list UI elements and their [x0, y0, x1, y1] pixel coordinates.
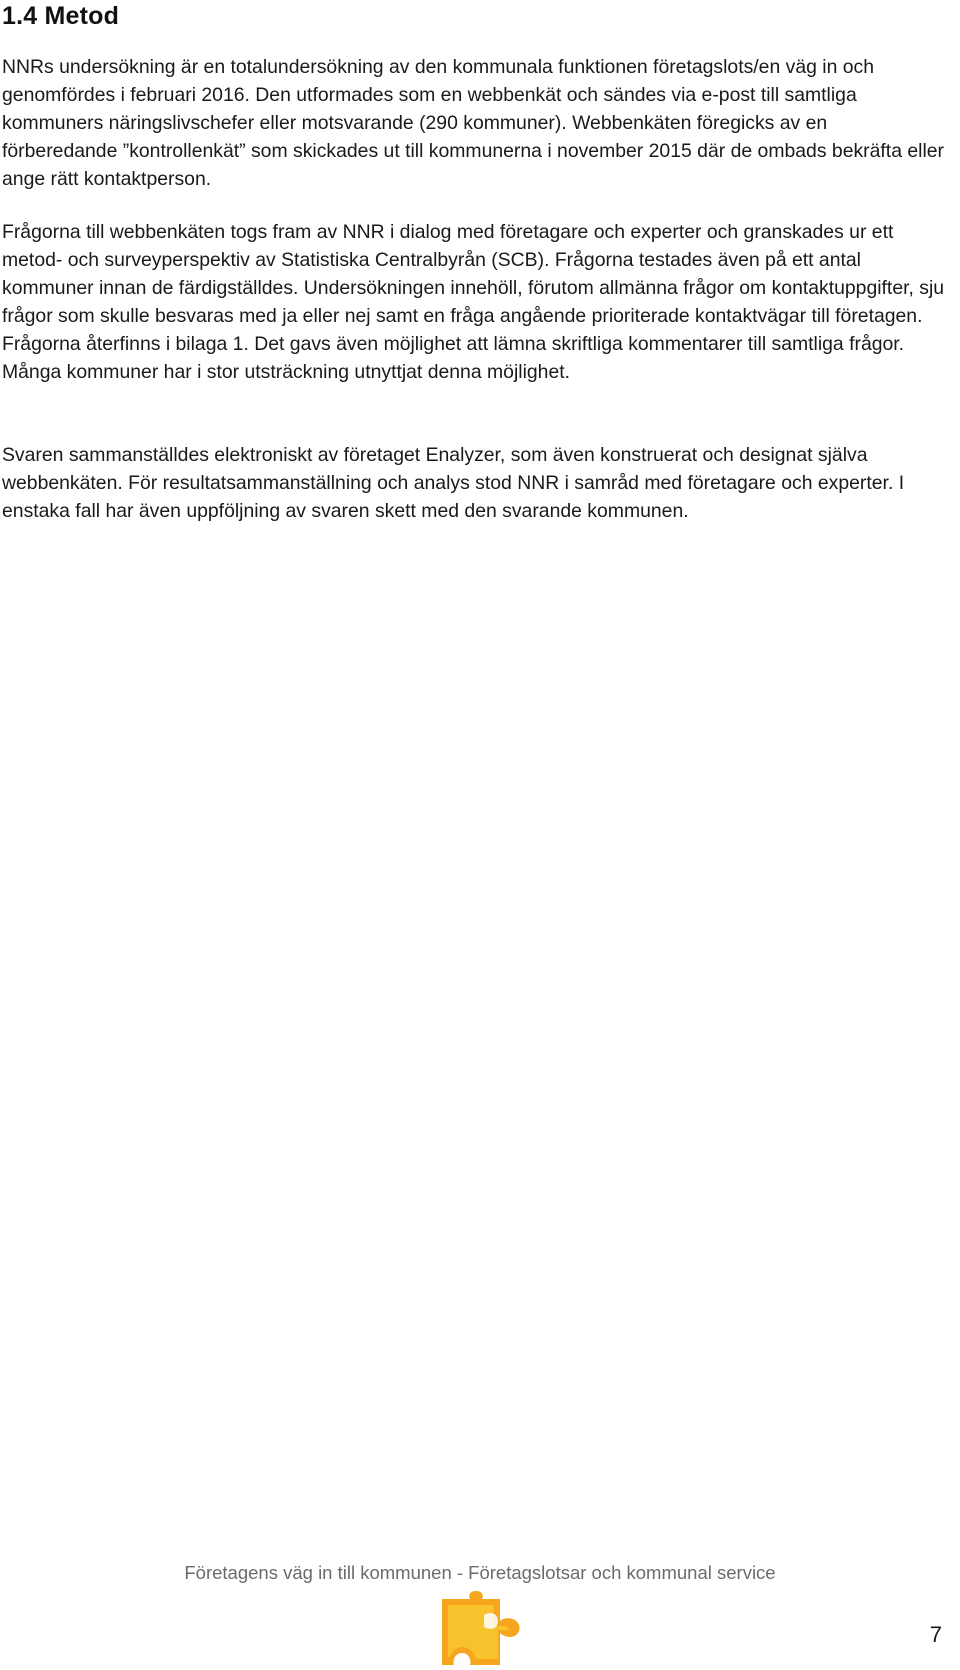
paragraph-compilation: Svaren sammanställdes elektroniskt av företaget Enalyzer, som även konstruerat och designat själva webbenkäten. För resultatsammanställning och analys stod NNR i samråd med företagare och experter. I enstaka fall har även uppföljning av svaren skett med den svarande kommunen. — [2, 444, 905, 522]
puzzle-piece-tab — [484, 1613, 498, 1629]
puzzle-piece-icon — [440, 1591, 524, 1665]
paragraph-method-overview: NNRs undersökning är en totalundersökning av den kommunala funktionen företagslots/en väg in och genomfördes i februari 2016. Den utformades som en webbenkät och sändes via e-post till samtliga kommuners näringslivschefer eller motsvarande (290 kommuner). Webbenkäten föregicks av en förberedande ”kontrollenkät” som skickades ut till kommunerna i november 2015 där de ombads bekräfta eller ange rätt kontaktperson. — [2, 56, 945, 190]
footer-title: Företagens väg in till kommunen - Företagslotsar och kommunal service — [184, 1562, 776, 1583]
section-heading: 1.4 Metod — [2, 2, 120, 30]
page-number: 7 — [929, 1622, 942, 1647]
paragraph-questionnaire-development: Frågorna till webbenkäten togs fram av NNR i dialog med företagare och experter och granskades ur ett metod- och surveyperspektiv av Statistiska Centralbyrån (SCB). Frågorna testades även på ett antal kommuner innan de färdigställdes. Undersökningen innehöll, förutom allmänna frågor om kontaktuppgifter, sju frågor som skulle besvaras med ja eller nej samt en fråga angående prioriterade kontaktvägar till företagen. Frågorna återfinns i bilaga 1. Det gavs även möjlighet att lämna skriftliga kommentarer till samtliga frågor. Många kommuner har i stor utsträckning utnyttjat denna möjlighet. — [2, 221, 945, 383]
